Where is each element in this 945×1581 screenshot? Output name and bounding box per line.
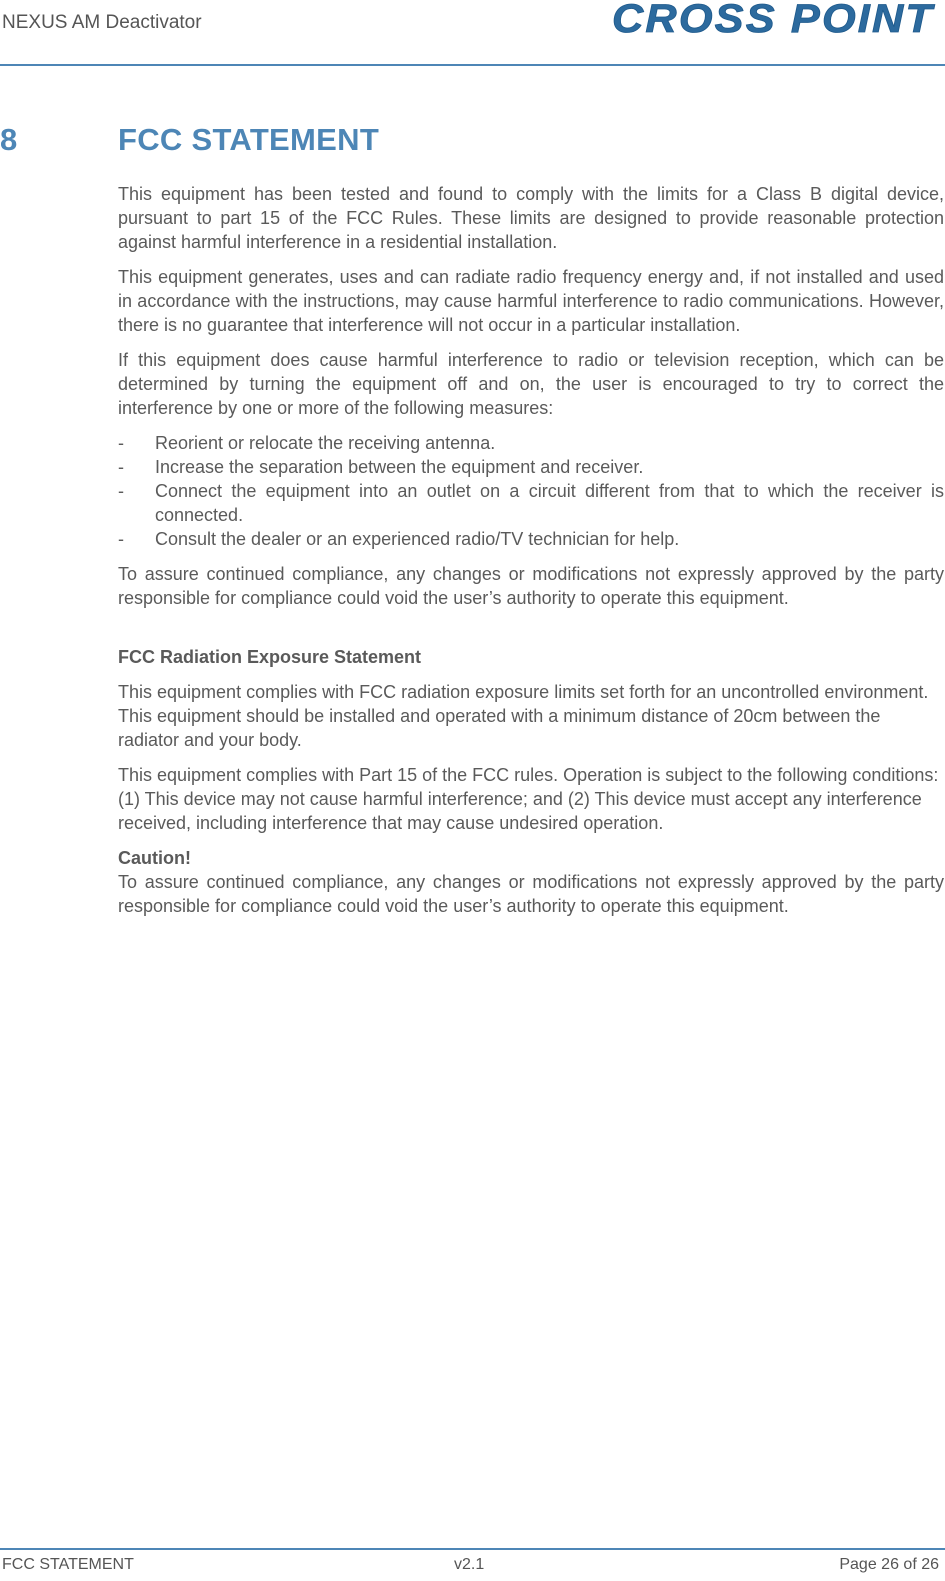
- list-item-text: Increase the separation between the equipment and receiver.: [155, 457, 644, 477]
- list-item: [118, 479, 944, 527]
- bullet-dash: -: [118, 457, 124, 477]
- list-item-text: Reorient or relocate the receiving antenna.: [155, 433, 496, 453]
- paragraph: To assure continued compliance, any changes or modifications not expressly approved by the party responsible for compliance could void the user’s authority to operate this equipment.: [118, 564, 944, 608]
- header-divider: [0, 64, 945, 66]
- paragraph: [118, 763, 944, 835]
- paragraph: This equipment complies with FCC radiation exposure limits set forth for an uncontrolled environment. This equipment should be installed and operated with a minimum distance of 20cm between the radiator and your body.: [118, 682, 929, 750]
- caution-label: Caution!: [118, 848, 191, 868]
- section-number: 8: [0, 122, 18, 157]
- cross-point-logo: [612, 0, 942, 40]
- footer-page-number: Page 26 of 26: [839, 1556, 939, 1573]
- bullet-dash: -: [118, 433, 124, 453]
- paragraph: This equipment generates, uses and can radiate radio frequency energy and, if not installed and used in accordance with the instructions, may cause harmful interference to radio communications. However, there is no guarantee that interference will not occur in a particular installation.: [118, 267, 944, 335]
- document-title: NEXUS AM Deactivator: [2, 12, 202, 33]
- bullet-dash: -: [118, 529, 124, 549]
- page-header: [0, 0, 945, 66]
- conditions-text: (1) This device may not cause harmful interference; and (2) This device must accept any interference received, including interference that may cause undesired operation.: [118, 789, 922, 833]
- caution-block: [118, 846, 944, 918]
- list-item: [118, 455, 944, 479]
- measures-list: [118, 431, 944, 551]
- conditions-intro: This equipment complies with Part 15 of the FCC rules. Operation is subject to the following conditions:: [118, 765, 939, 785]
- caution-text: To assure continued compliance, any changes or modifications not expressly approved by the party responsible for compliance could void the user’s authority to operate this equipment.: [118, 872, 944, 916]
- bullet-dash: -: [118, 481, 124, 501]
- logo-text: CROSS POINT: [612, 0, 936, 40]
- list-item-text: Consult the dealer or an experienced radio/TV technician for help.: [155, 529, 680, 549]
- radiation-exposure-heading: FCC Radiation Exposure Statement: [118, 647, 422, 667]
- section-title: FCC STATEMENT: [118, 122, 380, 157]
- list-item-text: Connect the equipment into an outlet on a circuit different from that to which the receiver is connected.: [155, 481, 944, 525]
- footer-divider: [0, 1548, 945, 1550]
- paragraph: If this equipment does cause harmful interference to radio or television reception, which can be determined by turning the equipment off and on, the user is encouraged to try to correct the interference by one or more of the following measures:: [118, 350, 944, 418]
- paragraph: This equipment has been tested and found to comply with the limits for a Class B digital device, pursuant to part 15 of the FCC Rules. These limits are designed to provide reasonable protection against harmful interference in a residential installation.: [118, 184, 944, 252]
- footer-version: v2.1: [454, 1556, 485, 1573]
- list-item: [118, 527, 944, 551]
- footer-section: FCC STATEMENT: [2, 1556, 134, 1573]
- list-item: [118, 431, 944, 455]
- main-content: [118, 182, 944, 929]
